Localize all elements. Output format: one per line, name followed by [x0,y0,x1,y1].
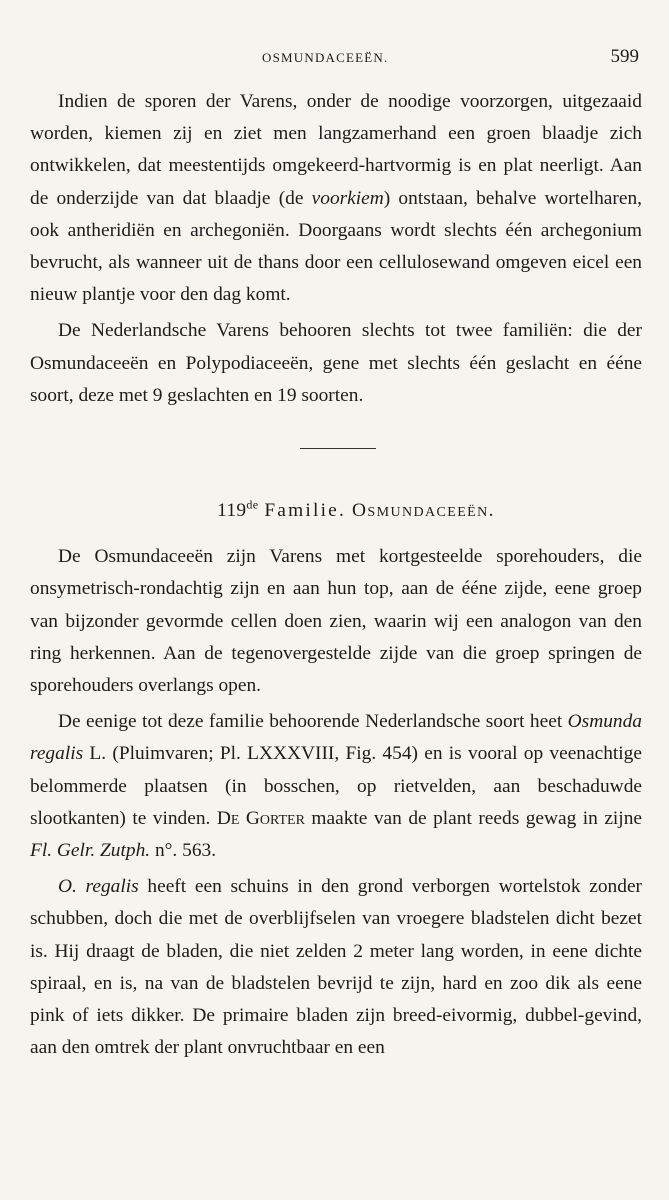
paragraph-text: De Nederlandsche Varens behooren slechts tot twee familiën: die der Osmundaceeën en Polypodiaceeën, gene met slechts één geslacht en ééne soort, deze met 9 geslachten en 19 soorten. [30,320,642,406]
work-title: Fl. Gelr. Zutph. [30,840,151,862]
family-number [217,497,259,522]
author-name: De Gorter [216,807,305,829]
page-body [30,86,642,1064]
paragraph-text: Indien de sporen der Varens, onder de noodige voorzorgen, uitgezaaid worden, kiemen zij en ziet men langzamerhand een groen blaadje zich ontwikkelen, dat meestentijds omgekeerd-hartvormig is en plat neerligt. Aan de onderzijde van dat blaadje (de [30,91,642,209]
paragraph-text: De Osmundaceeën zijn Varens met kortgesteelde sporehouders, die onsymetrisch-rondachtig zijn en aan hun top, aan de ééne zijde, eene groep van bijzonder gevormde cellen doen zien, waarin wij een analogon van den ring herkennen. Aan de tegenovergestelde zijde van die groep springen de sporehouders overlangs open. [30,546,642,697]
paragraph-text: heeft een schuins in den grond verborgen wortelstok zonder schubben, doch die met de overblijfselen van vroegere bladstelen dicht bezet is. Hij draagt de bladen, die niet zelden 2 meter lang worden, in eene dichte spiraal, en is, na van de bladstelen bevrijd te zijn, hard en zoo dik als eene pink of iets dikker. De primaire bladen zijn breed-eivormig, dubbel-gevind, aan den omtrek der plant onvruchtbaar en een [30,876,643,1059]
species-name: O. regalis [58,876,139,898]
family-number-value: 119 [217,500,247,522]
family-name: Osmundaceeën. [352,500,495,522]
paragraph-text: maakte van de plant reeds gewag in zijne [304,807,643,829]
running-title: OSMUNDACEEËN. [262,50,389,65]
paragraph-rhizome [30,871,642,1064]
section-divider [300,448,376,449]
paragraph-description [30,541,642,702]
family-word: Familie. [264,500,347,522]
family-heading [30,495,642,527]
running-head [0,46,669,70]
family-number-superscript: de [246,497,259,512]
paragraph-text: De eenige tot deze familie behoorende Nederlandsche soort heet [58,711,568,733]
italic-term: voorkiem [311,187,384,209]
page-number: 599 [610,46,639,67]
paragraph-families [30,315,642,412]
species-name: Osmunda regalis [30,711,642,765]
paragraph-text: n°. 563. [150,840,217,862]
paragraph-spores [30,86,642,311]
paragraph-text: L. (Pluimvaren; Pl. LXXXVIII, Fig. 454) en is vooral op veenachtige belommerde plaatsen (in bosschen, op rietvelden, aan beschaduwde slootkanten) te vinden. [30,743,642,829]
paragraph-text: ) ontstaan, behalve wortelharen, ook antheridiën en archegoniën. Doorgaans wordt slechts één archegonium bevrucht, als wanneer uit de thans door een cellulosewand omgeven eicel een nieuw plantje voor den dag komt. [30,187,642,306]
paragraph-species [30,706,642,867]
